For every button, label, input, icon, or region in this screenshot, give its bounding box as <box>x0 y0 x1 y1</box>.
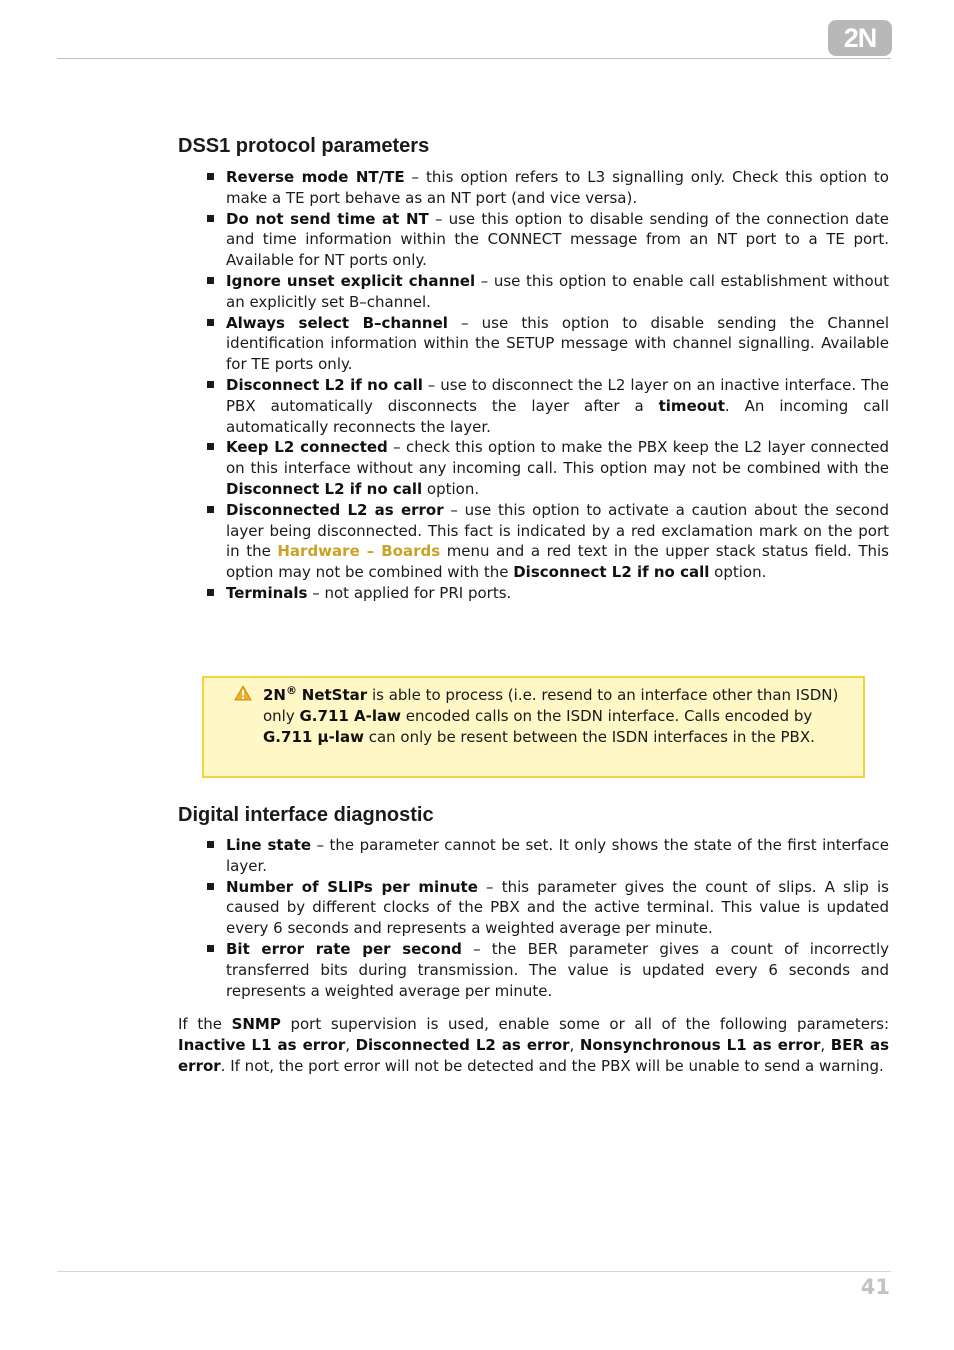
param-term: Nonsynchronous L1 as error <box>579 1035 821 1054</box>
list-item <box>206 583 889 604</box>
list-item <box>206 271 889 313</box>
param-term: Disconnected L2 as error <box>355 1035 570 1054</box>
warning-text <box>263 685 853 747</box>
brand-logo: 2N <box>828 20 892 56</box>
param-desc: – this option refers to L3 signalling only. Check this option to make a TE port behave as an NT port (and vice versa). <box>226 168 889 207</box>
para-text: . If not, the port error will not be detected and the PBX will be unable to send a warning. <box>220 1056 884 1075</box>
param-desc: – the BER parameter gives a count of incorrectly transferred bits during transmission. The value is updated every 6 seconds and represents a weighted average per minute. <box>226 939 889 1000</box>
warning-note-box <box>202 676 865 778</box>
snmp-term: SNMP <box>231 1015 281 1033</box>
brand-name: 2N <box>263 686 286 704</box>
timeout-term: timeout <box>658 396 725 415</box>
codec-ulaw: G.711 μ-law <box>263 727 364 746</box>
param-term: Number of SLIPs per minute <box>226 877 478 896</box>
param-desc: . An incoming call automatically reconnects the layer. <box>226 396 889 436</box>
param-term: BER as error <box>178 1035 890 1075</box>
param-desc: – not applied for PRI ports. <box>307 583 512 602</box>
warning-text-part: is able to process (i.e. resend to an interface other than ISDN) only <box>263 686 839 725</box>
param-desc: – the parameter cannot be set. It only shows the state of the first interface layer. <box>226 836 889 875</box>
codec-alaw: G.711 A-law <box>299 706 401 725</box>
dss1-section-title: DSS1 protocol parameters <box>178 135 430 157</box>
param-term: Keep L2 connected <box>226 438 388 457</box>
param-desc: – use this option to enable call establishment without an explicitly set B–channel. <box>226 271 890 311</box>
para-text: , <box>820 1035 831 1054</box>
list-item <box>206 209 889 271</box>
para-text: , <box>345 1035 356 1054</box>
param-term: Reverse mode NT/TE <box>226 168 405 186</box>
list-item <box>206 167 889 209</box>
list-item <box>206 313 889 375</box>
diagnostic-section-title: Digital interface diagnostic <box>178 804 434 826</box>
list-item <box>206 835 889 877</box>
list-item <box>206 500 889 583</box>
hardware-boards-link[interactable]: Hardware – Boards <box>277 542 441 561</box>
param-desc: – use this option to disable sending of the connection date and time information within the CONNECT message from an NT port to a TE port. Available for NT ports only. <box>226 209 889 270</box>
warning-triangle-icon <box>234 685 252 701</box>
list-item <box>206 877 889 939</box>
footer-divider <box>57 1271 891 1272</box>
header-divider <box>57 58 891 59</box>
diagnostic-parameter-list <box>206 835 889 1001</box>
referenced-param: Disconnect L2 if no call <box>513 563 710 582</box>
param-term: Always select B–channel <box>226 313 448 332</box>
param-term: Disconnected L2 as error <box>226 500 444 519</box>
param-term: Terminals <box>226 583 308 602</box>
param-term: Disconnect L2 if no call <box>226 375 423 394</box>
warning-text-part: can only be resent between the ISDN interfaces in the PBX. <box>363 727 815 746</box>
product-name: NetStar <box>301 686 368 704</box>
para-text: , <box>569 1035 580 1054</box>
page-number: 41 <box>860 1275 890 1299</box>
param-term: Do not send time at NT <box>226 209 429 228</box>
dss1-parameter-list <box>206 167 889 604</box>
param-desc: – use this option to disable sending the Channel identification information within the SETUP message with channel signalling. Available for TE ports only. <box>226 313 889 374</box>
param-desc: option. <box>709 563 767 582</box>
param-desc: – use to disconnect the L2 layer on an inactive interface. The PBX automatically disconnects the layer after a <box>226 375 889 415</box>
registered-mark: ® <box>286 684 297 697</box>
para-text: port supervision is used, enable some or all of the following parameters: <box>280 1015 889 1033</box>
param-desc: – use this option to activate a caution about the second layer being disconnected. This fact is indicated by a red exclamation mark on the port in the <box>226 500 889 561</box>
param-desc: option. <box>422 479 480 498</box>
list-item <box>206 437 889 499</box>
snmp-paragraph <box>178 1014 889 1076</box>
list-item <box>206 939 889 1001</box>
warning-text-part: encoded calls on the ISDN interface. Calls encoded by <box>401 706 813 725</box>
list-item <box>206 375 889 437</box>
param-term: Ignore unset explicit channel <box>226 271 476 290</box>
param-desc: – this parameter gives the count of slips. A slip is caused by different clocks of the PBX and the active terminal. This value is updated every 6 seconds and represents a weighted average per minute. <box>226 877 889 938</box>
param-term: Bit error rate per second <box>226 939 462 958</box>
param-desc: – check this option to make the PBX keep the L2 layer connected on this interface without any incoming call. This option may not be combined with the <box>226 438 889 478</box>
referenced-param: Disconnect L2 if no call <box>226 479 423 498</box>
param-term: Inactive L1 as error <box>178 1035 346 1054</box>
param-term: Line state <box>226 836 312 854</box>
param-desc: menu and a red text in the upper stack status field. This option may not be combined with the <box>226 542 890 582</box>
para-text: If the <box>178 1015 232 1033</box>
